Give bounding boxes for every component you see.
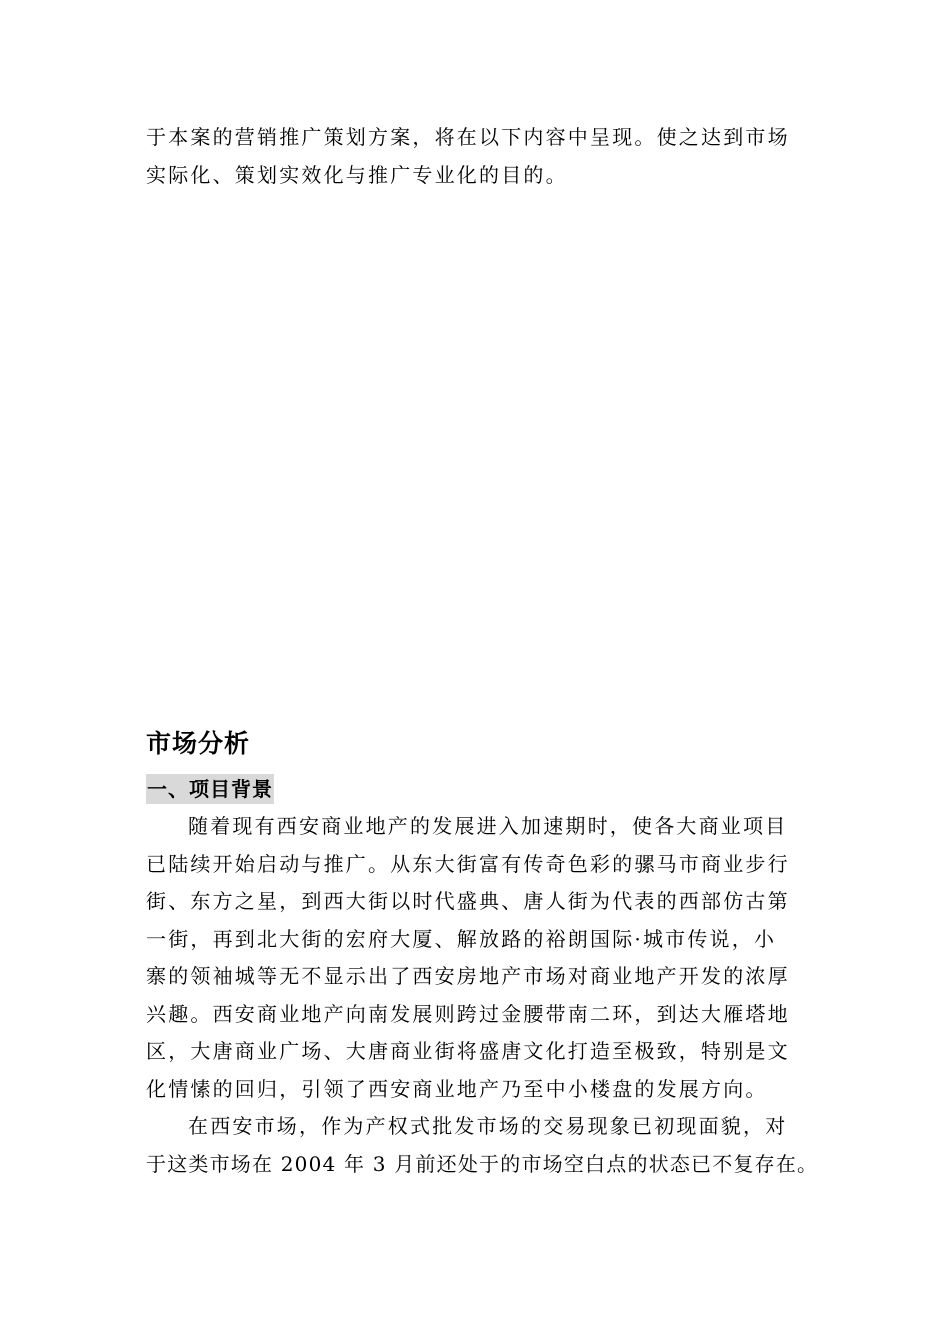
text-line: 于这类市场在 2004 年 3 月前还处于的市场空白点的状态已不复存在。 xyxy=(146,1151,819,1176)
text-line: 已陆续开始启动与推广。从东大街富有传奇色彩的骡马市商业步行 xyxy=(146,851,790,876)
body-paragraph-2 xyxy=(146,1108,826,1183)
section-heading: 市场分析 xyxy=(146,729,251,758)
text-line: 街、东方之星，到西大街以时代盛典、唐人街为代表的西部仿古第 xyxy=(146,889,790,913)
text-line: 一街，再到北大街的宏府大厦、解放路的裕朗国际·城市传说，小 xyxy=(146,926,777,951)
text-line: 化情愫的回归，引领了西安商业地产乃至中小楼盘的发展方向。 xyxy=(146,1076,768,1101)
text-line: 在西安市场，作为产权式批发市场的交易现象已初现面貌，对 xyxy=(188,1114,788,1138)
subsection-heading: 一、项目背景 xyxy=(146,774,274,804)
text-line: 随着现有西安商业地产的发展进入加速期时，使各大商业项目 xyxy=(188,814,788,838)
text-line: 区，大唐商业广场、大唐商业街将盛唐文化打造至极致，特别是文 xyxy=(146,1039,790,1063)
text-line: 兴趣。西安商业地产向南发展则跨过金腰带南二环，到达大雁塔地 xyxy=(146,1001,790,1026)
text-line: 寨的领袖城等无不显示出了西安房地产市场对商业地产开发的浓厚 xyxy=(146,964,790,988)
text-line: 于本案的营销推广策划方案，将在以下内容中呈现。使之达到市场 xyxy=(146,125,790,149)
text-line: 实际化、策划实效化与推广专业化的目的。 xyxy=(146,163,568,187)
body-paragraph-1 xyxy=(146,808,826,1108)
intro-paragraph xyxy=(146,118,826,194)
market-analysis-section xyxy=(146,722,826,1183)
